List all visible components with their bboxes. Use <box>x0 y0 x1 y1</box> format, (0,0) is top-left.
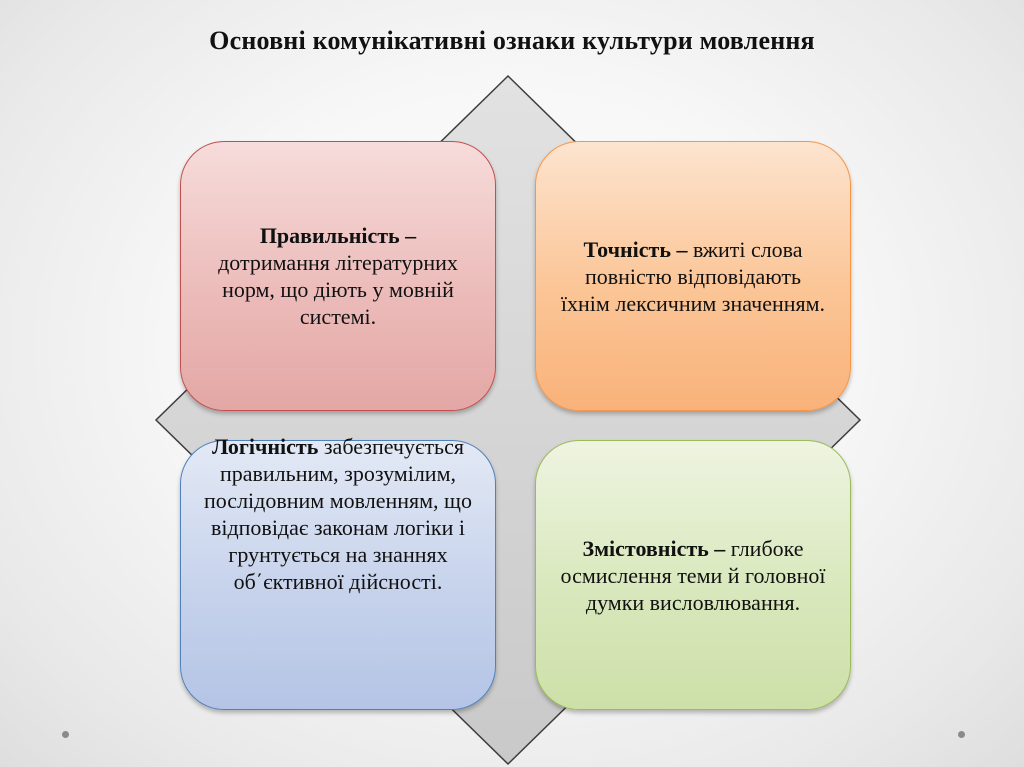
content-term: Змістовність – <box>582 535 726 561</box>
logic-term: Логічність <box>212 434 319 459</box>
content-box <box>535 440 851 710</box>
slide-dot-right <box>958 731 965 738</box>
logic-box <box>180 434 496 710</box>
accuracy-description: вжиті слова повністю відповідають їхнім лексичним значенням. <box>560 236 826 316</box>
accuracy-term: Точність – <box>583 236 688 262</box>
content-description: глибоке осмислення теми й головної думки висловлювання. <box>560 535 826 615</box>
correctness-box <box>180 141 496 411</box>
correctness-description: дотримання літературних норм, що діють у мовній системі. <box>218 250 458 329</box>
correctness-term: Правильність – <box>259 223 417 248</box>
slide-dot-left <box>62 731 69 738</box>
slide-title: Основні комунікативні ознаки культури мовлення <box>209 26 815 55</box>
logic-description: забезпечується правильним, зрозумілим, послідовним мовленням, що відповідає законам логіки і грунтується на знаннях об΄єктивної дійсності. <box>203 434 473 594</box>
accuracy-box <box>535 141 851 411</box>
